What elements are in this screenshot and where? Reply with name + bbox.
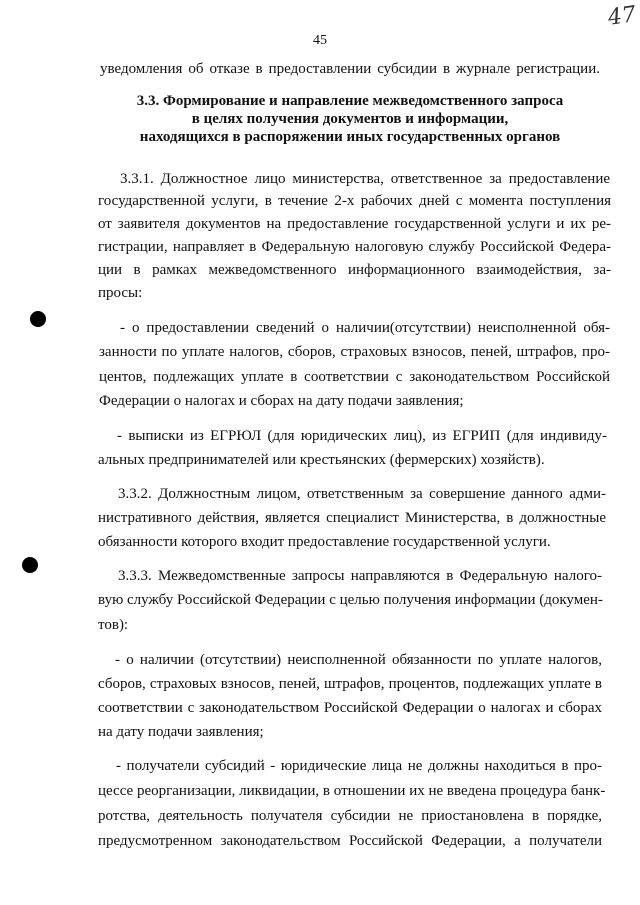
paragraph-line: ции в рамках межведомственного информационного взаимодействия, за-	[98, 262, 611, 278]
paragraph-line: вую службу Российской Федерации с целью получения информации (докумен-	[98, 592, 603, 608]
carry-over-line: уведомления об отказе в предоставлении субсидии в журнале регистрации.	[100, 61, 600, 77]
paragraph-line: гистрации, направляет в Федеральную налоговую службу Российской Федера-	[98, 239, 611, 255]
paragraph-line: - выписки из ЕГРЮЛ (для юридических лиц), из ЕГРИП (для индивиду-	[117, 428, 607, 444]
section-heading-line: 3.3. Формирование и направление межведомственного запроса	[136, 93, 564, 109]
paragraph-line: ротства, деятельность получателя субсидии не приостановлена в порядке,	[98, 808, 602, 824]
paragraph-line: нистративного действия, является специалист Министерства, в должностные	[98, 510, 606, 526]
punch-hole	[22, 557, 38, 573]
paragraph-line: 3.3.1. Должностное лицо министерства, ответственное за предоставление	[120, 171, 610, 187]
handwritten-sheet-number: 47	[606, 2, 638, 31]
paragraph-line: - о наличии (отсутствии) неисполненной обязанности по уплате налогов,	[115, 652, 602, 668]
paragraph-line: тов):	[98, 617, 129, 633]
paragraph-line: на дату подачи заявления;	[98, 724, 264, 740]
paragraph-line: - получатели субсидий - юридические лица не должны находиться в про-	[116, 758, 602, 774]
paragraph-line: от заявителя документов на предоставление государственной услуги и их ре-	[98, 216, 611, 232]
paragraph-line: сборов, страховых взносов, пеней, штрафов, процентов, подлежащих уплате в	[98, 676, 602, 692]
punch-hole	[30, 311, 46, 327]
paragraph-line: 3.3.3. Межведомственные запросы направляются в Федеральную налого-	[118, 568, 602, 584]
section-heading-line: в целях получения документов и информации,	[191, 111, 509, 127]
paragraph-line: занности по уплате налогов, сборов, страховых взносов, пеней, штрафов, про-	[99, 344, 610, 360]
paragraph-line: цессе реорганизации, ликвидации, в отношении их не введена процедура банк-	[98, 783, 606, 799]
paragraph-line: Федерации о налогах и сборах на дату подачи заявления;	[99, 393, 464, 409]
paragraph-line: соответствии с законодательством Российской Федерации о налогах и сборах	[98, 700, 602, 716]
paragraph-line: государственной услуги, в течение 2-х рабочих дней с момента поступления	[98, 193, 611, 209]
paragraph-line: просы:	[98, 285, 143, 301]
paragraph-line: - о предоставлении сведений о наличии(отсутствии) неисполненной обя-	[120, 320, 610, 336]
paragraph-line: предусмотренном законодательством Российской Федерации, а получатели	[98, 833, 602, 849]
section-heading-line: находящихся в распоряжении иных государственных органов	[139, 129, 561, 145]
page-number: 45	[313, 33, 327, 48]
paragraph-line: обязанности которого входит предоставление государственной услуги.	[98, 534, 551, 550]
paragraph-line: 3.3.2. Должностным лицом, ответственным за совершение данного адми-	[118, 486, 606, 502]
paragraph-line: центов, подлежащих уплате в соответствии с законодательством Российской	[99, 369, 610, 385]
paragraph-line: альных предпринимателей или крестьянских (фермерских) хозяйств).	[98, 452, 545, 468]
